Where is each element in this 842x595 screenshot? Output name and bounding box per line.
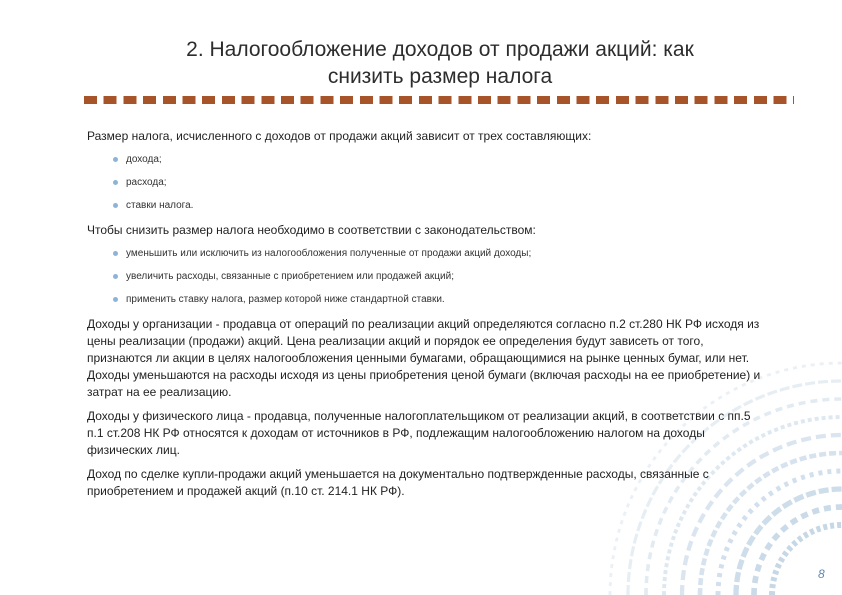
list-item-text: дохода; — [126, 154, 162, 165]
list-item-text: увеличить расходы, связанные с приобретением или продажей акций; — [126, 271, 454, 282]
reduce-intro-paragraph: Чтобы снизить размер налога необходимо в соответствии с законодательством: — [87, 223, 536, 237]
list-item — [113, 176, 767, 189]
slide-title-line-2: снизить размер налога — [327, 65, 553, 88]
bullet-dot-icon — [113, 157, 118, 162]
bullet-dot-icon — [113, 203, 118, 208]
bullet-dot-icon — [113, 180, 118, 185]
list-item — [113, 293, 767, 306]
list-item — [113, 270, 767, 283]
measures-list — [87, 247, 767, 306]
bullet-dot-icon — [113, 274, 118, 279]
components-list — [87, 153, 767, 212]
slide-title-line-1: 2. Налогообложение доходов от продажи акций: как — [186, 38, 694, 61]
intro-paragraph: Размер налога, исчисленного с доходов от продажи акций зависит от трех составляющих: — [87, 129, 592, 143]
decorative-arc — [754, 507, 842, 595]
list-item — [113, 153, 767, 166]
title-dashed-rule — [84, 96, 794, 104]
page-number: 8 — [818, 567, 825, 581]
bullet-dot-icon — [113, 251, 118, 256]
list-item — [113, 199, 767, 212]
list-item-text: уменьшить или исключить из налогообложения полученные от продажи акций доходы; — [126, 248, 532, 259]
list-item-text: применить ставку налога, размер которой ниже стандартной ставки. — [126, 294, 445, 305]
decorative-arc — [772, 525, 842, 595]
list-item — [113, 247, 767, 260]
slide-body — [87, 128, 767, 507]
bullet-dot-icon — [113, 297, 118, 302]
slide-title — [90, 36, 790, 90]
list-item-text: ставки налога. — [126, 200, 194, 211]
deduction-paragraph: Доход по сделке купли-продажи акций уменьшается на документально подтвержденные расходы, связанные с приобретением и продажей акций (п.10 ст. 214.1 НК РФ). — [87, 467, 709, 498]
list-item-text: расхода; — [126, 177, 167, 188]
organization-income-paragraph: Доходы у организации - продавца от операций по реализации акций определяются согласно п.2 ст.280 НК РФ исходя из цены реализации (продажи) акций. Цена реализации акций и порядок ее определения будут зависеть от того, признаются ли акции в целях налогообложения ценными бумагами, обращающимися на рынке ценных бумаг, или нет. Доходы уменьшаются на расходы исходя из цены приобретения ценой бумаги (включая расходы на ее приобретение) и затрат на ее реализацию. — [87, 317, 761, 399]
individual-income-paragraph: Доходы у физического лица - продавца, полученные налогоплательщиком от реализации акций, в соответствии с пп.5 п.1 ст.208 НК РФ относятся к доходам от источников в РФ, подлежащим налогообложению налогом на доходы физических лиц. — [87, 409, 751, 457]
